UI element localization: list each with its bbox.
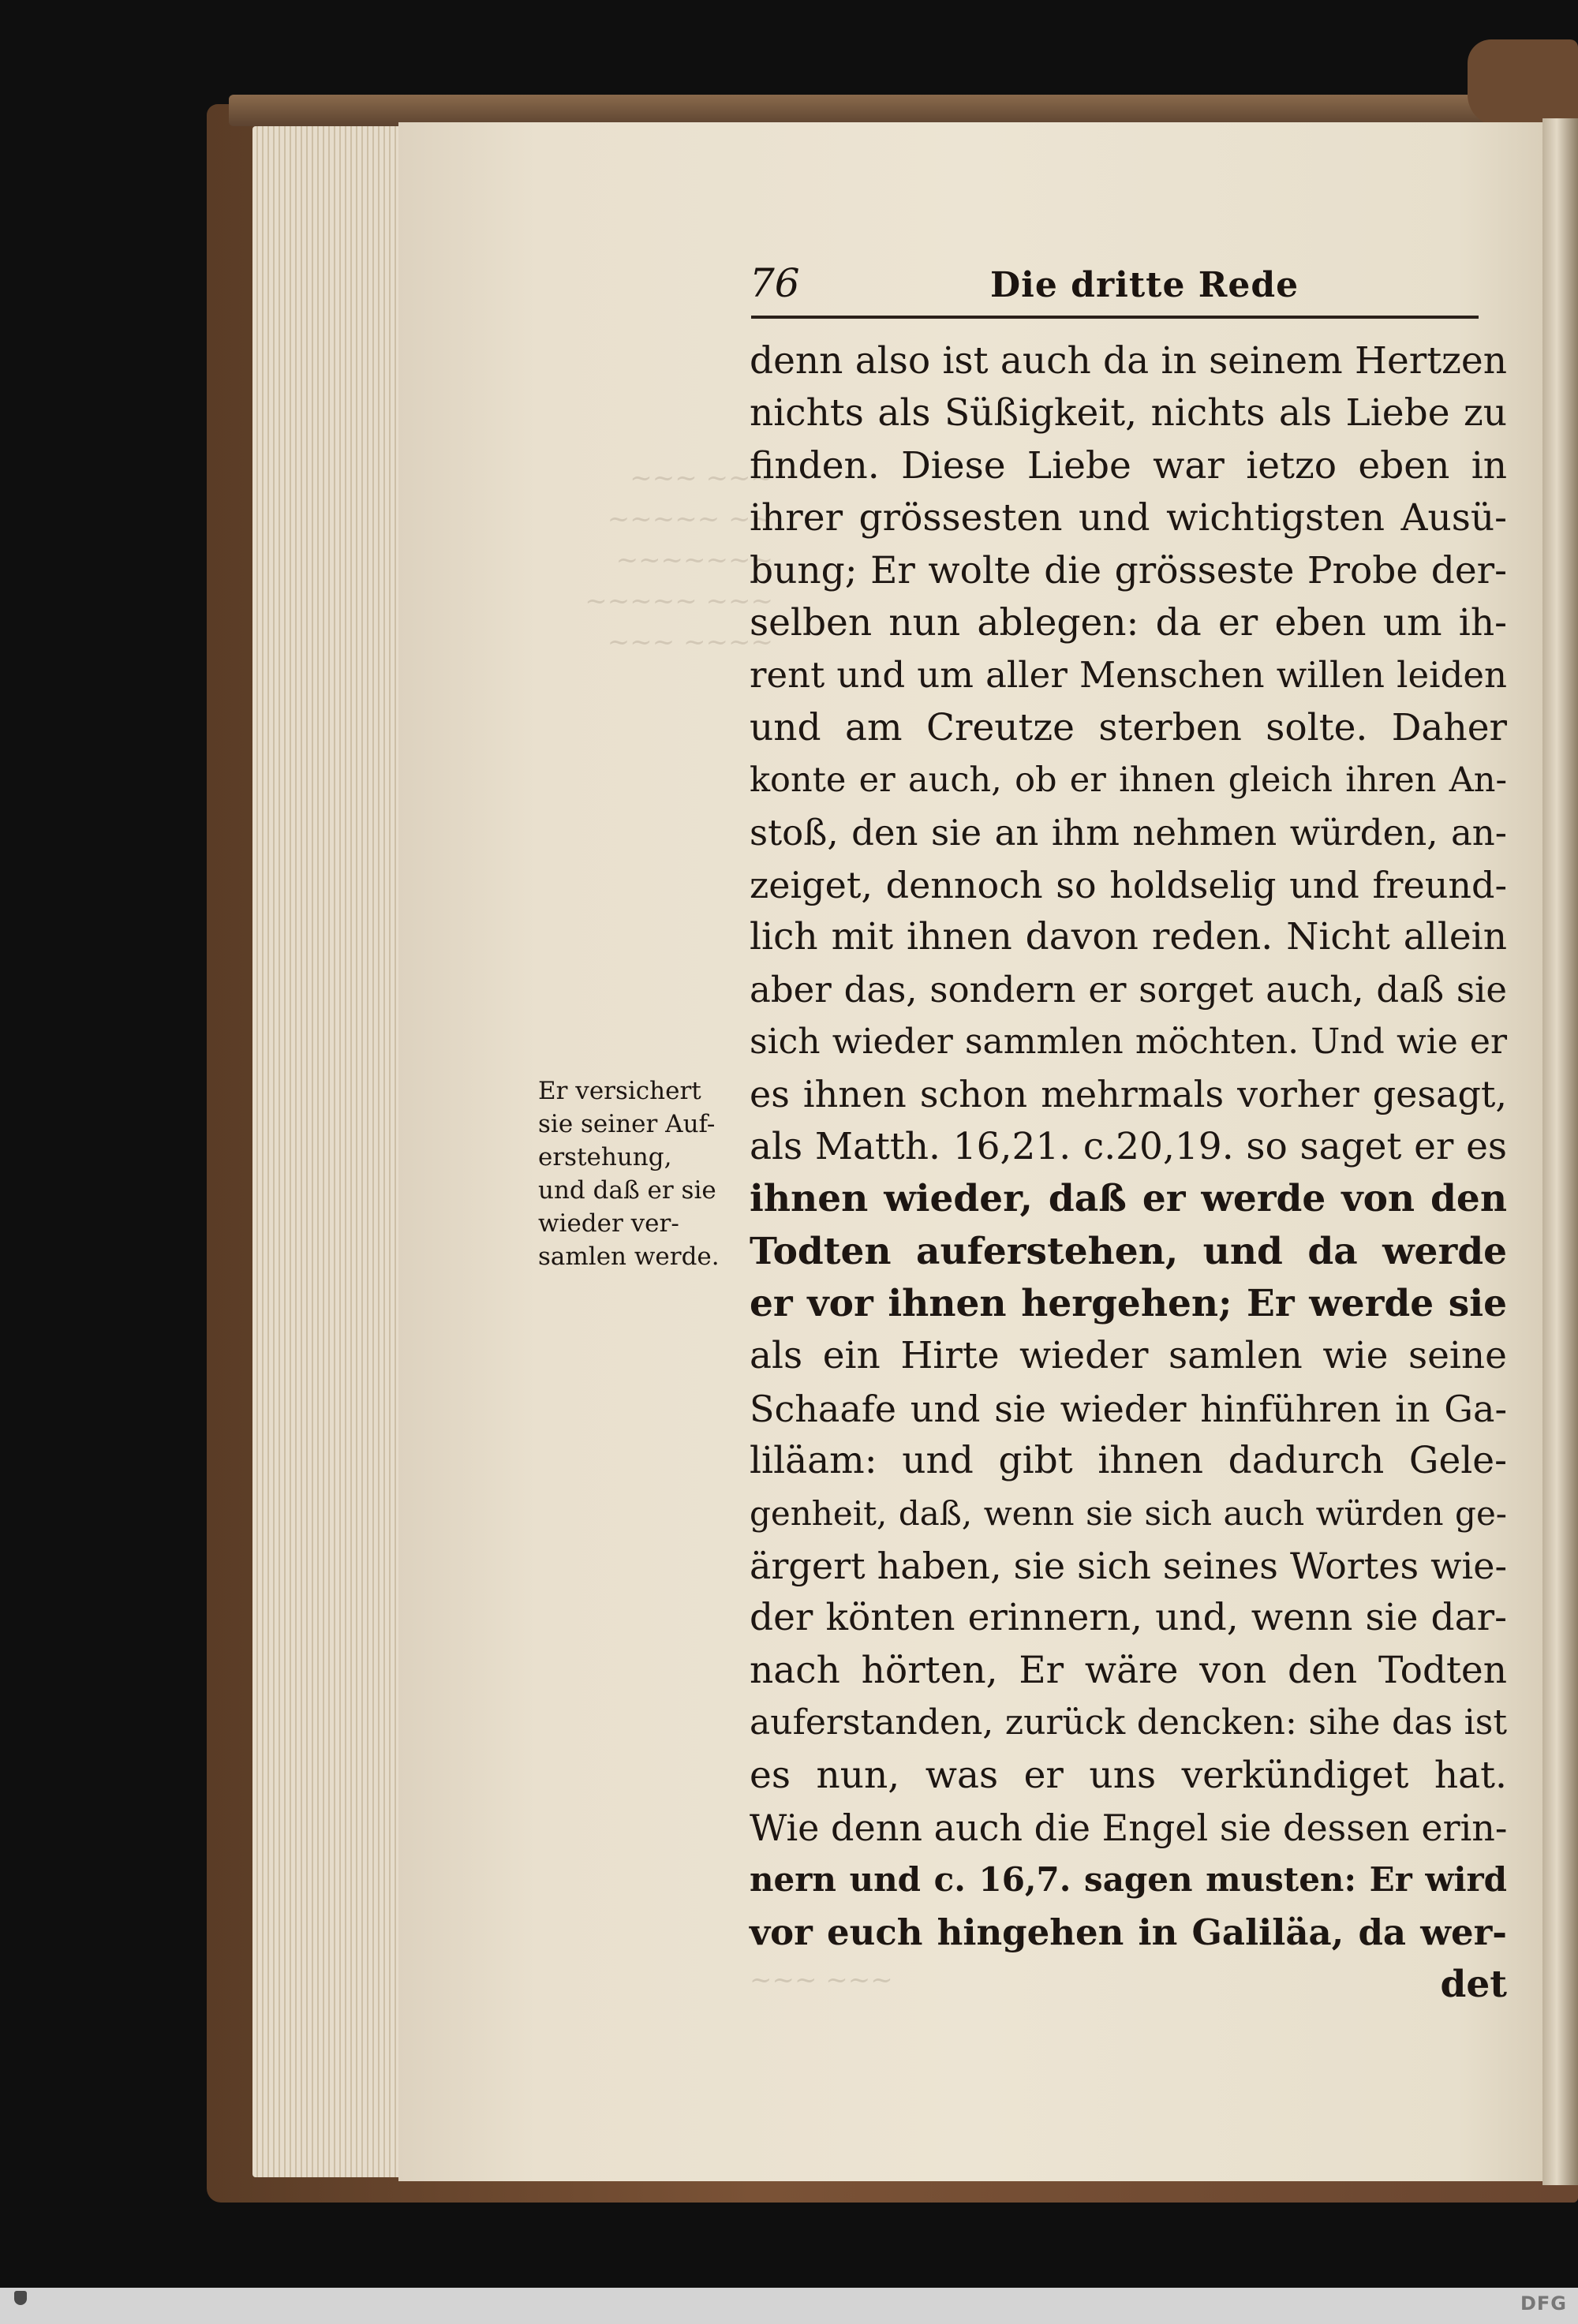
bleed-through-text: ~~~ ~~~ ~~~~~ ~~ ~~~~~~~ ~~~~~ ~~~ ~~~ ~~~~ bbox=[585, 462, 773, 658]
margin-note-line: sie seiner Auf- bbox=[538, 1110, 716, 1138]
margin-note-line: samlen werde. bbox=[538, 1242, 720, 1271]
page-number: 76 bbox=[750, 260, 800, 306]
text-line: ihrer grössesten und wichtigsten Ausü- bbox=[750, 496, 1507, 540]
text-line: aber das, sondern er sorget auch, daß sie bbox=[750, 968, 1507, 1011]
margin-note-line: erstehung, bbox=[538, 1143, 672, 1171]
library-seal-icon bbox=[14, 2291, 27, 2305]
text-line: er vor ihnen hergehen; Er werde sie bbox=[750, 1282, 1507, 1326]
cover-corner bbox=[1468, 39, 1578, 126]
text-line: lich mit ihnen davon reden. Nicht allein bbox=[750, 915, 1507, 959]
text-line: konte er auch, ob er ihnen gleich ihren An- bbox=[750, 760, 1507, 801]
margin-note-line: wieder ver- bbox=[538, 1209, 679, 1238]
text-line: ihnen wieder, daß er werde von den bbox=[750, 1177, 1507, 1221]
text-line: selben nun ablegen: da er eben um ih- bbox=[750, 600, 1507, 645]
text-line: liläam: und gibt ihnen dadurch Gele- bbox=[750, 1439, 1507, 1483]
facing-page-edge bbox=[1542, 118, 1578, 2185]
text-line: der könten erinnern, und, wenn sie dar- bbox=[750, 1596, 1507, 1640]
page-stack-edge bbox=[252, 126, 402, 2177]
viewer-footer bbox=[0, 2288, 1578, 2324]
margin-note-line: Er versichert bbox=[538, 1077, 701, 1105]
text-line: es ihnen schon mehrmals vorher gesagt, bbox=[750, 1073, 1507, 1116]
margin-note bbox=[538, 1074, 751, 1273]
text-line: auferstanden, zurück dencken: sihe das ist bbox=[750, 1702, 1507, 1743]
text-line: und am Creutze sterben solte. Daher bbox=[750, 705, 1507, 749]
running-title: Die dritte Rede bbox=[990, 265, 1299, 305]
cover-top-edge bbox=[229, 95, 1539, 126]
dfg-logo: DFG bbox=[1520, 2292, 1567, 2315]
text-line: nichts als Süßigkeit, nichts als Liebe zu bbox=[750, 391, 1507, 435]
text-line: als Matth. 16,21. c.20,19. so saget er es bbox=[750, 1124, 1507, 1168]
text-line: zeiget, dennoch so holdselig und freund- bbox=[750, 863, 1507, 906]
text-line: det bbox=[1440, 1963, 1507, 2007]
margin-note-line: und daß er sie bbox=[538, 1176, 716, 1205]
library-logo bbox=[5, 2291, 36, 2321]
text-line: finden. Diese Liebe war ietzo eben in bbox=[750, 443, 1507, 488]
body-text bbox=[750, 335, 1507, 2012]
header-rule bbox=[751, 316, 1479, 319]
text-line: ärgert haben, sie sich seines Wortes wie- bbox=[750, 1544, 1507, 1587]
text-line: denn also ist auch da in seinem Hertzen bbox=[750, 339, 1507, 383]
text-line: nach hörten, Er wäre von den Todten bbox=[750, 1648, 1507, 1692]
text-line: Wie denn auch die Engel sie dessen erin- bbox=[750, 1806, 1508, 1849]
text-line: Todten auferstehen, und da werde bbox=[750, 1229, 1507, 1273]
text-line: als ein Hirte wieder samlen wie seine bbox=[750, 1334, 1507, 1378]
text-line: rent und um aller Menschen willen leiden bbox=[750, 654, 1507, 697]
text-line: nern und c. 16,7. sagen musten: Er wird bbox=[750, 1860, 1507, 1900]
text-line: stoß, den sie an ihm nehmen würden, an- bbox=[750, 811, 1507, 854]
text-line: vor euch hingehen in Galiläa, da wer- bbox=[750, 1911, 1507, 1953]
text-line: es nun, was er uns verkündiget hat. bbox=[750, 1753, 1507, 1797]
text-line: sich wieder sammlen möchten. Und wie er bbox=[750, 1022, 1507, 1063]
bleed-through-text-bottom: ~~~ ~~~ bbox=[750, 1964, 893, 1996]
text-line: Schaafe und sie wieder hinführen in Ga- bbox=[750, 1387, 1507, 1430]
text-line: bung; Er wolte die grösseste Probe der- bbox=[750, 548, 1507, 592]
text-line: genheit, daß, wenn sie sich auch würden ge- bbox=[750, 1493, 1507, 1533]
